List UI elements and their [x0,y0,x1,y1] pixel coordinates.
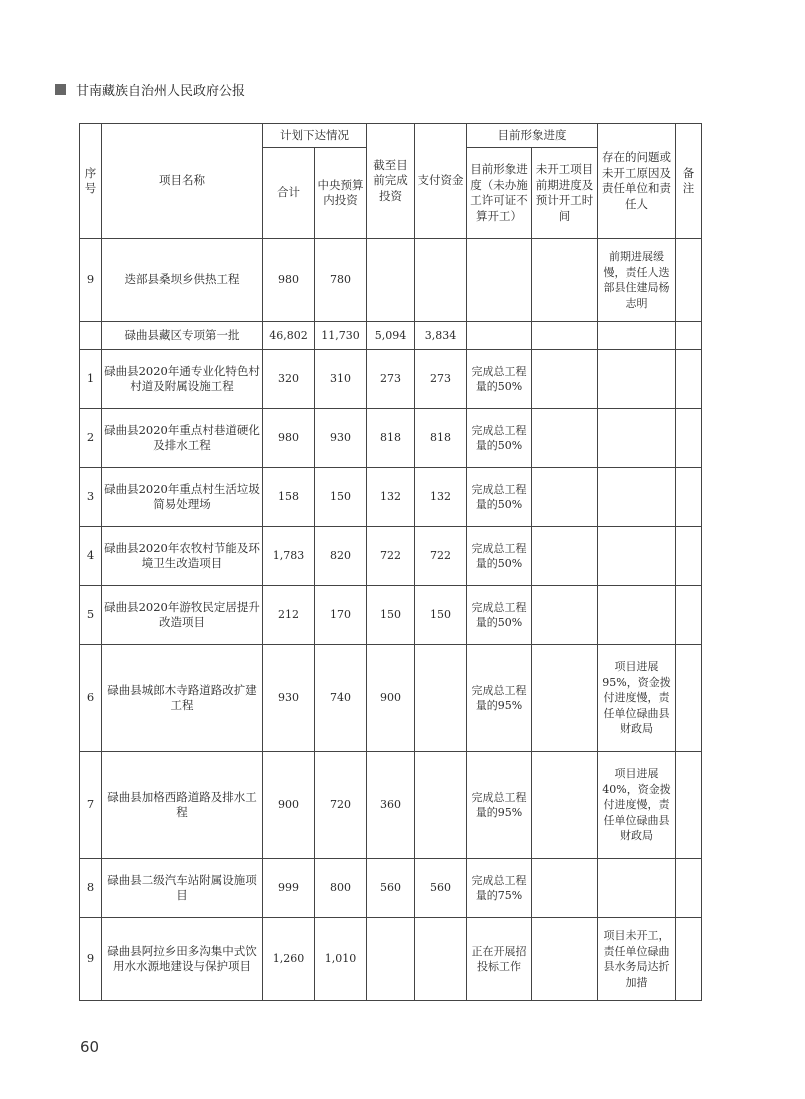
cell-name: 碌曲县城郎木寺路道路改扩建工程 [102,645,263,752]
header-progress-group: 目前形象进度 [467,124,598,148]
page-number: 60 [80,1038,100,1056]
header-issue: 存在的问题或未开工原因及责任单位和责任人 [598,124,676,239]
cell-progress: 完成总工程量的50% [467,468,532,527]
cell-issue: 项目进展40%，资金拨付进度慢，责任单位碌曲县财政局 [598,752,676,859]
table-row [80,918,702,1001]
cell-issue: 项目未开工，责任单位碌曲县水务局达折加措 [598,918,676,1001]
cell-issue: 项目进展95%，资金拨付进度慢，责任单位碌曲县财政局 [598,645,676,752]
cell-progress: 完成总工程量的50% [467,409,532,468]
cell-total: 999 [263,859,315,918]
cell-name: 碌曲县二级汽车站附属设施项目 [102,859,263,918]
cell-not-started [532,859,598,918]
cell-issue [598,409,676,468]
cell-remark [676,527,702,586]
cell-central: 310 [315,350,367,409]
header-square-icon [55,84,66,95]
cell-not-started [532,350,598,409]
page-header [55,80,245,99]
cell-name: 碌曲县2020年游牧民定居提升改造项目 [102,586,263,645]
cell-not-started [532,645,598,752]
cell-completed [367,239,415,322]
project-table [79,123,702,1001]
cell-total: 900 [263,752,315,859]
cell-completed: 722 [367,527,415,586]
cell-central: 740 [315,645,367,752]
cell-total: 980 [263,239,315,322]
cell-remark [676,645,702,752]
cell-seq: 9 [80,239,102,322]
cell-completed: 560 [367,859,415,918]
cell-central: 170 [315,586,367,645]
table-row [80,409,702,468]
cell-seq: 5 [80,586,102,645]
cell-remark [676,409,702,468]
cell-central: 150 [315,468,367,527]
cell-remark [676,239,702,322]
cell-issue [598,527,676,586]
header-total: 合计 [263,148,315,239]
cell-total: 930 [263,645,315,752]
header-name: 项目名称 [102,124,263,239]
cell-not-started [532,322,598,350]
header-completed: 截至目前完成投资 [367,124,415,239]
cell-paid [415,918,467,1001]
table-body [80,239,702,1001]
header-remark: 备注 [676,124,702,239]
cell-paid [415,752,467,859]
cell-paid: 560 [415,859,467,918]
cell-progress [467,322,532,350]
header-progress: 目前形象进度（未办施工许可证不算开工） [467,148,532,239]
cell-completed: 900 [367,645,415,752]
cell-issue [598,859,676,918]
cell-name: 碌曲县2020年重点村生活垃圾简易处理场 [102,468,263,527]
table-row [80,350,702,409]
cell-completed [367,918,415,1001]
cell-seq: 8 [80,859,102,918]
cell-seq: 4 [80,527,102,586]
cell-completed: 150 [367,586,415,645]
header-not-started: 未开工项目前期进度及预计开工时间 [532,148,598,239]
header-central: 中央预算内投资 [315,148,367,239]
cell-remark [676,859,702,918]
cell-not-started [532,527,598,586]
cell-not-started [532,409,598,468]
table-row [80,752,702,859]
cell-name: 迭部县桑坝乡供热工程 [102,239,263,322]
cell-progress [467,239,532,322]
cell-not-started [532,239,598,322]
cell-not-started [532,918,598,1001]
cell-remark [676,322,702,350]
cell-progress: 正在开展招投标工作 [467,918,532,1001]
cell-issue: 前期进展缓慢，责任人迭部县住建局杨志明 [598,239,676,322]
cell-central: 720 [315,752,367,859]
cell-central: 1,010 [315,918,367,1001]
cell-completed: 818 [367,409,415,468]
table-row [80,322,702,350]
cell-seq: 1 [80,350,102,409]
cell-paid: 150 [415,586,467,645]
cell-paid: 273 [415,350,467,409]
cell-paid: 3,834 [415,322,467,350]
cell-name: 碌曲县阿拉乡田多沟集中式饮用水水源地建设与保护项目 [102,918,263,1001]
table-row [80,527,702,586]
cell-progress: 完成总工程量的50% [467,586,532,645]
cell-paid [415,645,467,752]
table-row [80,586,702,645]
cell-seq: 6 [80,645,102,752]
cell-name: 碌曲县2020年农牧村节能及环境卫生改造项目 [102,527,263,586]
cell-central: 780 [315,239,367,322]
cell-paid [415,239,467,322]
header-seq: 序号 [80,124,102,239]
cell-paid: 818 [415,409,467,468]
cell-total: 1,783 [263,527,315,586]
cell-progress: 完成总工程量的75% [467,859,532,918]
table-row [80,468,702,527]
cell-total: 1,260 [263,918,315,1001]
header-plan-group: 计划下达情况 [263,124,367,148]
header-paid: 支付资金 [415,124,467,239]
cell-issue [598,468,676,527]
cell-issue [598,322,676,350]
cell-seq [80,322,102,350]
cell-total: 158 [263,468,315,527]
table-row [80,645,702,752]
cell-total: 980 [263,409,315,468]
cell-completed: 5,094 [367,322,415,350]
table-row [80,239,702,322]
cell-completed: 360 [367,752,415,859]
cell-not-started [532,752,598,859]
cell-total: 46,802 [263,322,315,350]
cell-progress: 完成总工程量的50% [467,527,532,586]
cell-completed: 273 [367,350,415,409]
table-row [80,859,702,918]
cell-seq: 2 [80,409,102,468]
cell-remark [676,468,702,527]
cell-seq: 3 [80,468,102,527]
cell-progress: 完成总工程量的95% [467,752,532,859]
cell-name: 碌曲县藏区专项第一批 [102,322,263,350]
cell-remark [676,350,702,409]
cell-remark [676,586,702,645]
cell-name: 碌曲县2020年通专业化特色村村道及附属设施工程 [102,350,263,409]
cell-not-started [532,586,598,645]
cell-name: 碌曲县2020年重点村巷道硬化及排水工程 [102,409,263,468]
cell-central: 820 [315,527,367,586]
cell-issue [598,586,676,645]
cell-seq: 9 [80,918,102,1001]
cell-remark [676,918,702,1001]
cell-central: 930 [315,409,367,468]
header-title: 甘南藏族自治州人民政府公报 [76,84,246,99]
cell-paid: 722 [415,527,467,586]
cell-progress: 完成总工程量的50% [467,350,532,409]
cell-not-started [532,468,598,527]
cell-seq: 7 [80,752,102,859]
cell-total: 212 [263,586,315,645]
cell-remark [676,752,702,859]
cell-central: 800 [315,859,367,918]
cell-central: 11,730 [315,322,367,350]
cell-completed: 132 [367,468,415,527]
cell-total: 320 [263,350,315,409]
cell-paid: 132 [415,468,467,527]
cell-issue [598,350,676,409]
cell-progress: 完成总工程量的95% [467,645,532,752]
cell-name: 碌曲县加格西路道路及排水工程 [102,752,263,859]
